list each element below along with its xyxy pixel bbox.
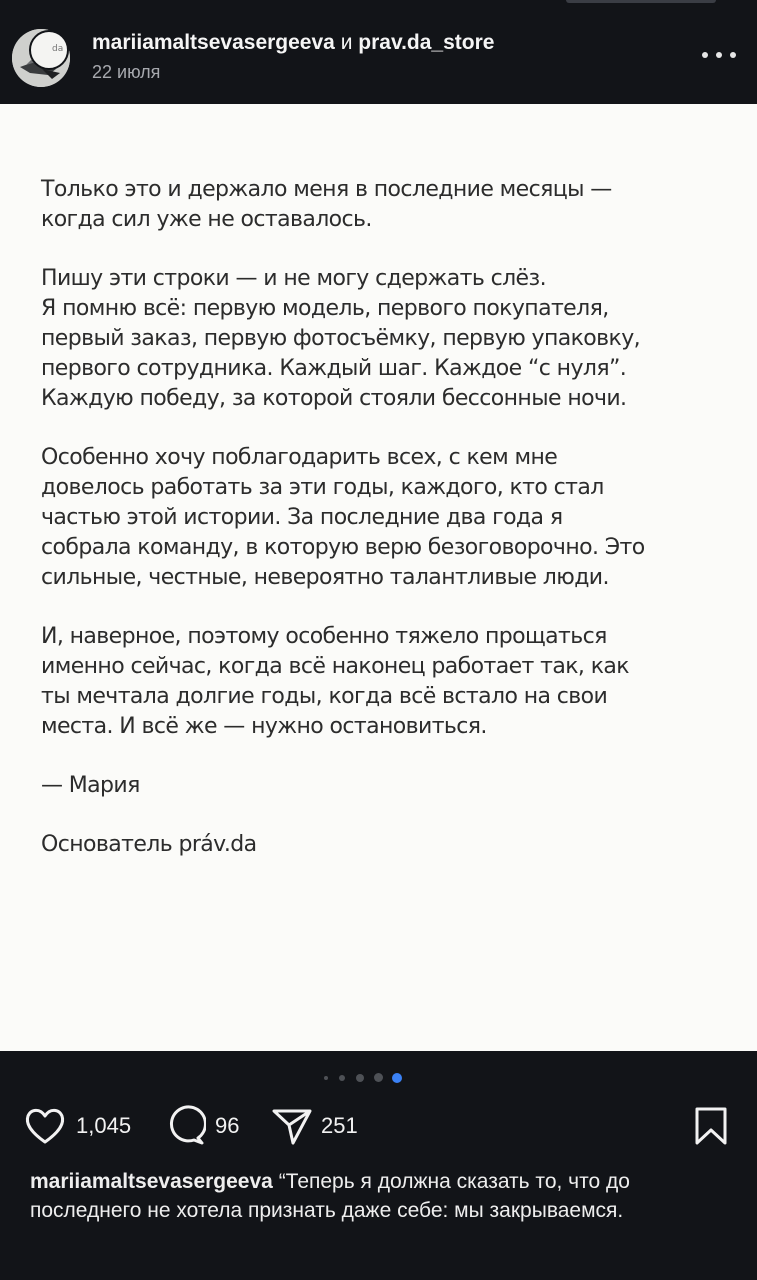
post-signature-title: Основатель práv.da — [41, 832, 257, 857]
more-dot-icon — [730, 52, 736, 58]
carousel-dot — [324, 1076, 328, 1080]
post-signature: — Мария — [41, 773, 140, 798]
share-icon[interactable] — [271, 1105, 313, 1147]
post-date: 22 июля — [92, 62, 161, 82]
more-dot-icon — [716, 52, 722, 58]
carousel-dot — [356, 1074, 364, 1082]
comment-count[interactable]: 96 — [215, 1113, 240, 1138]
bookmark-icon[interactable] — [693, 1106, 729, 1146]
post-paragraph: И, наверное, поэтому особенно тяжело прощаться именно сейчас, когда всё наконец работает так, как ты мечтала долгие годы, когда всё встало на свои места. И всё же — нужно остановиться. — [41, 624, 629, 739]
share-count[interactable]: 251 — [321, 1113, 358, 1138]
post-authors — [92, 31, 494, 55]
status-edge — [566, 0, 716, 3]
post-paragraph: Только это и держало меня в последние месяцы — когда сил уже не оставалось. — [41, 177, 612, 232]
carousel-dot-active — [392, 1073, 402, 1083]
caption-username[interactable]: mariiamaltsevasergeeva — [30, 1170, 273, 1193]
carousel-dot — [339, 1075, 345, 1081]
carousel-dot — [374, 1073, 383, 1082]
post-header — [0, 0, 757, 104]
post-text — [41, 175, 731, 889]
avatar-secondary[interactable] — [29, 30, 69, 70]
avatar-badge-text: da — [52, 44, 64, 54]
author-primary-link[interactable]: mariiamaltsevasergeeva — [92, 31, 335, 54]
author-connector: и — [340, 31, 353, 54]
author-secondary-link[interactable]: prav.da_store — [358, 31, 495, 54]
action-bar — [0, 1100, 757, 1150]
caption-text: “Теперь я должна сказать то, что до последнего не хотела признать даже себе: мы закрываемся. — [30, 1170, 630, 1222]
more-options-button[interactable] — [702, 48, 736, 62]
carousel-indicator — [0, 1072, 757, 1084]
comment-icon[interactable] — [164, 1105, 206, 1147]
like-count[interactable]: 1,045 — [76, 1113, 132, 1138]
post-paragraph: Особенно хочу поблагодарить всех, с кем мне довелось работать за эти годы, каждого, кто стал частью этой истории. За последние два года я собрала команду, в которую верю безоговорочно. Это сильные, честные, невероятно талантливые люди. — [41, 445, 645, 590]
post-caption — [30, 1167, 730, 1225]
more-dot-icon — [702, 52, 708, 58]
heart-icon[interactable] — [24, 1106, 66, 1146]
post-paragraph: Пишу эти строки — и не могу сдержать слёз. Я помню всё: первую модель, первого покупателя, первый заказ, первую фотосъёмку, первую упаковку, первого сотрудника. Каждый шаг. Каждое “с нуля”. Каждую победу, за которой стояли бессонные ночи. — [41, 266, 641, 411]
post-image[interactable] — [0, 104, 757, 1051]
